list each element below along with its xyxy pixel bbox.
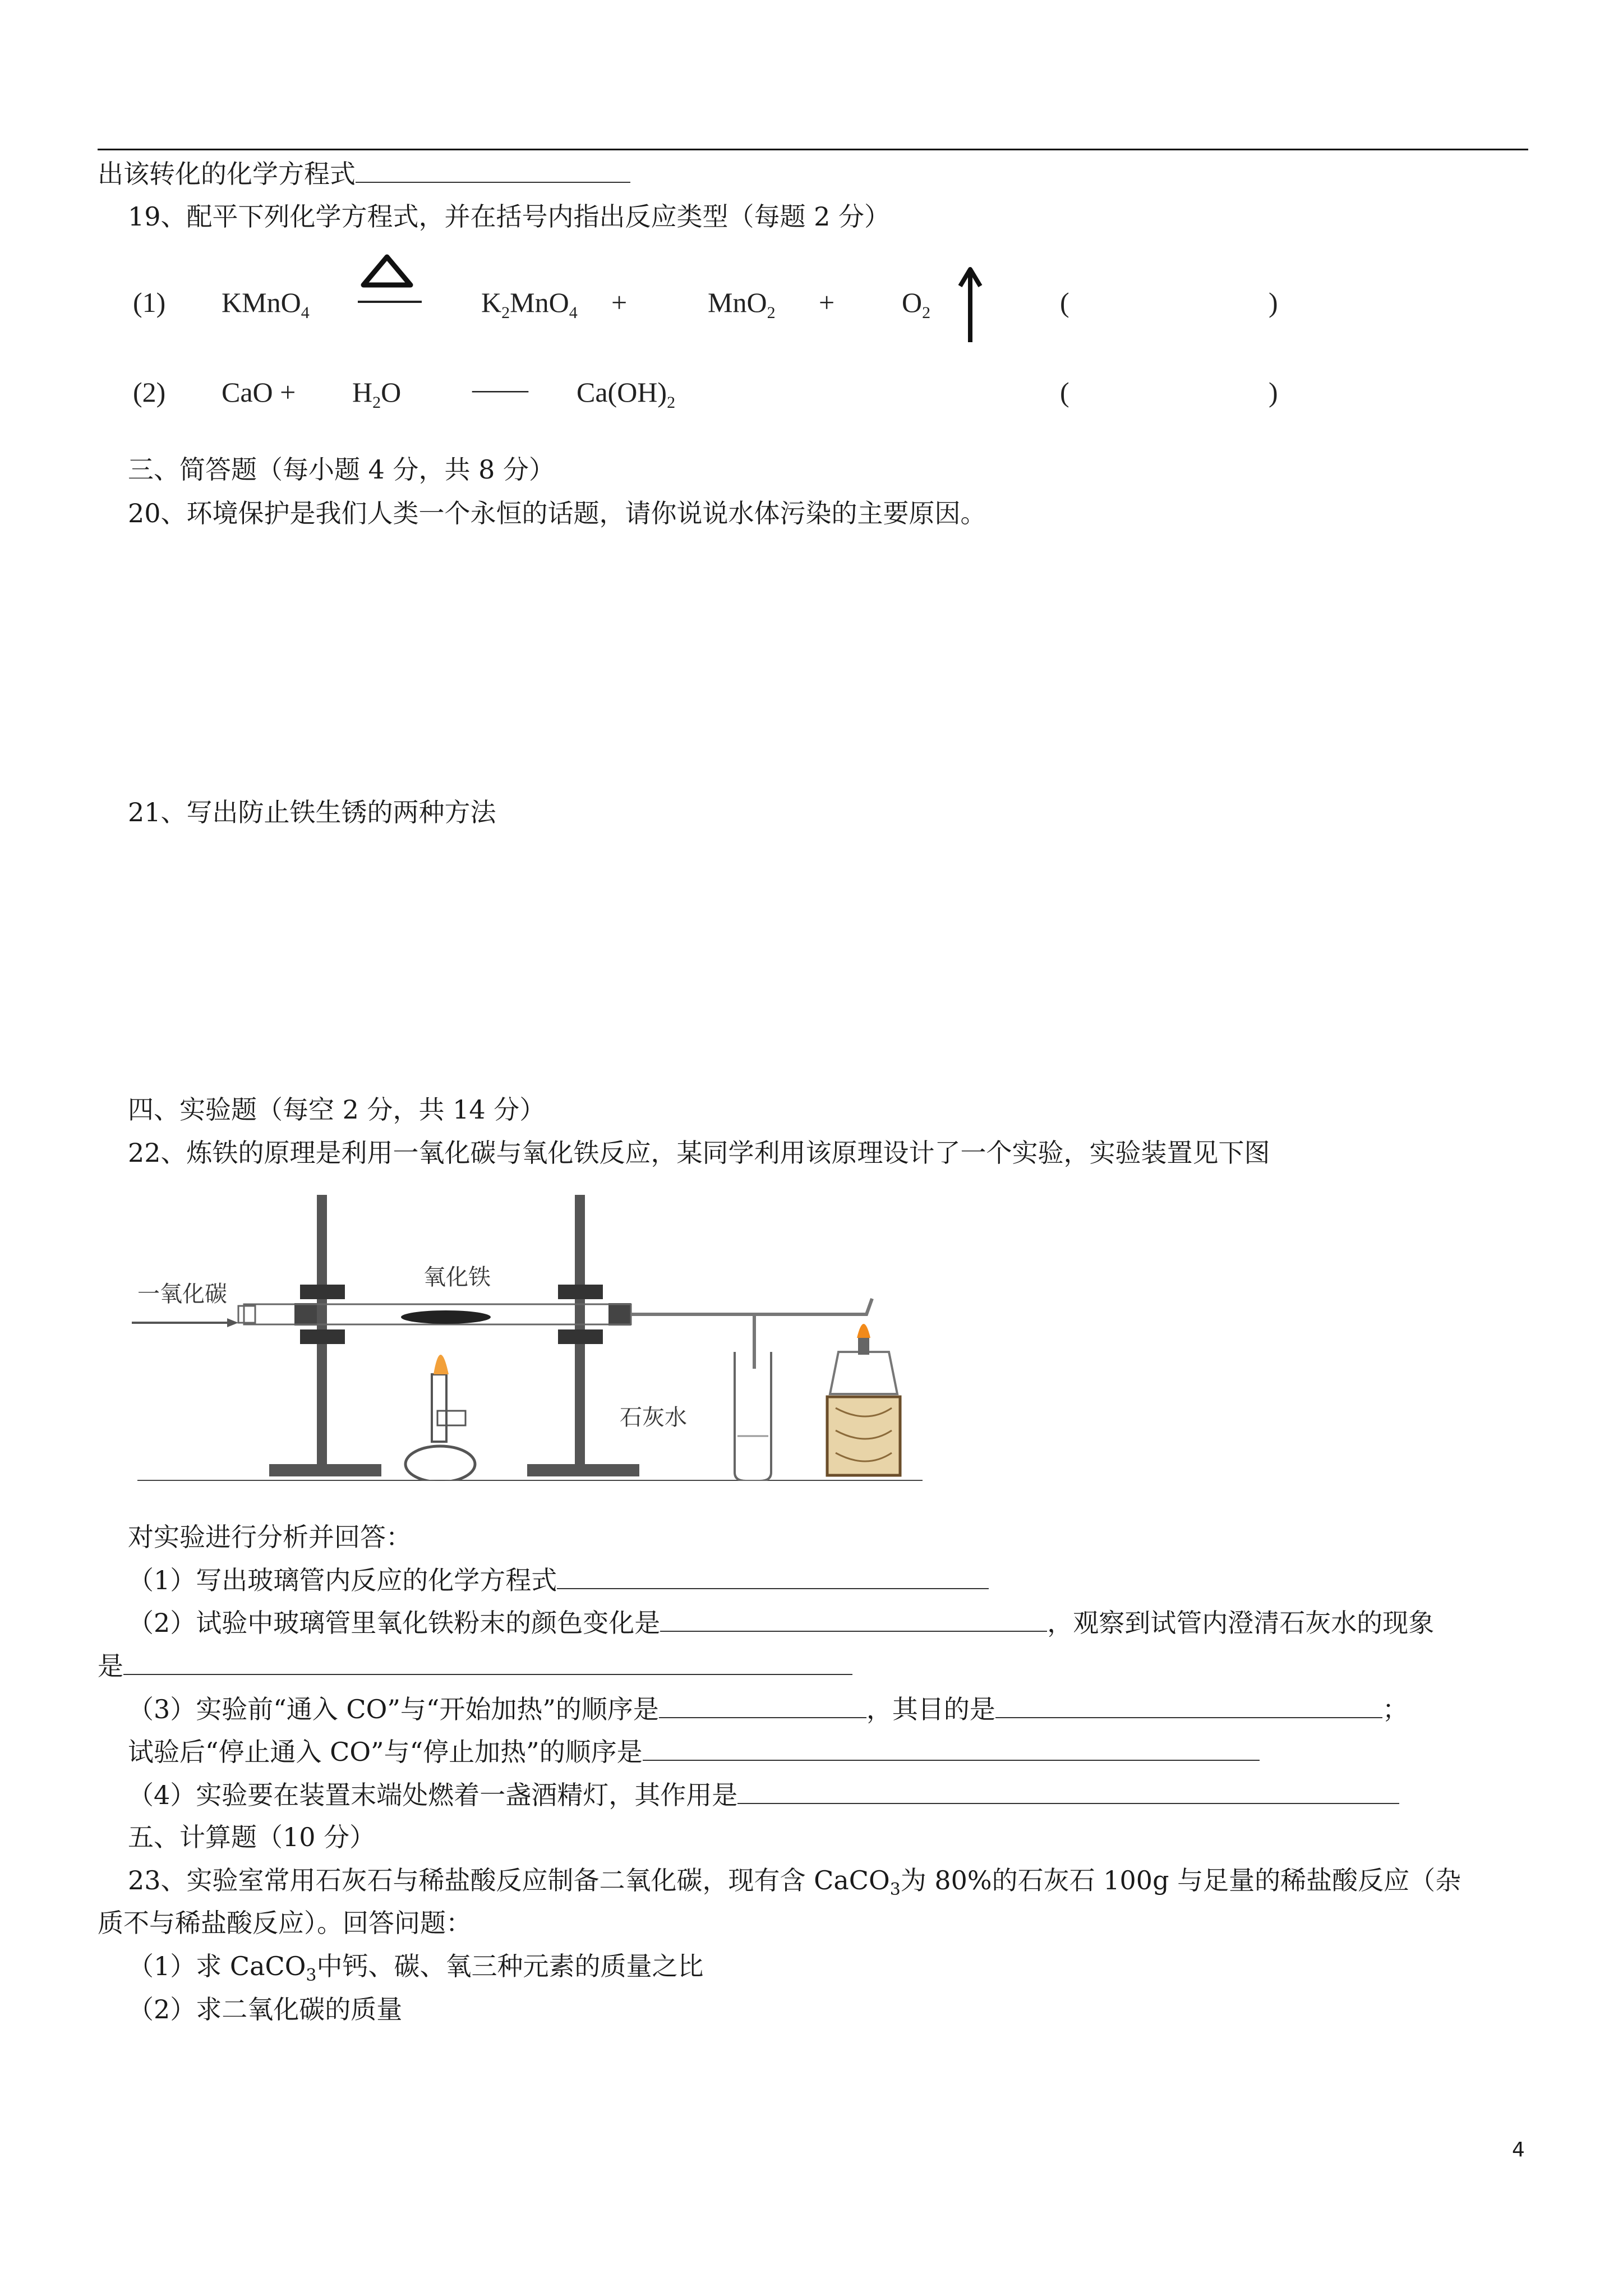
eq2-reactant1: CaO + bbox=[222, 376, 296, 408]
page-number: 4 bbox=[1512, 2138, 1525, 2161]
q22-part1-blank[interactable] bbox=[557, 1563, 989, 1589]
eq1-close-paren: ) bbox=[1269, 287, 1278, 318]
right-stand bbox=[527, 1195, 639, 1476]
q22-part2-cont: 是 bbox=[98, 1649, 852, 1683]
eq1-reactant: KMnO$_4$ bbox=[222, 287, 310, 322]
iron-oxide-powder bbox=[401, 1310, 491, 1324]
q18-tail-line bbox=[98, 157, 630, 191]
q22-part3-purpose-blank[interactable] bbox=[995, 1692, 1382, 1718]
lamp-flame bbox=[857, 1324, 870, 1338]
q22-part4: （4）实验要在装置末端处燃着一盏酒精灯，其作用是 bbox=[128, 1778, 1399, 1812]
bunsen-burner bbox=[405, 1355, 475, 1481]
q22-part3-order-blank[interactable] bbox=[659, 1692, 866, 1718]
limewater-label: 石灰水 bbox=[620, 1405, 687, 1430]
q22-part1: （1）写出玻璃管内反应的化学方程式 bbox=[128, 1563, 989, 1597]
eq2-reactant2: $H_2O$ bbox=[352, 376, 402, 412]
q19-title: 19、配平下列化学方程式，并在括号内指出反应类型（每题 2 分） bbox=[128, 201, 891, 232]
eq1-product2: MnO$_2$ bbox=[708, 287, 776, 322]
q23-line2: 质不与稀盐酸反应）。回答问题： bbox=[98, 1908, 472, 1938]
q18-answer-blank[interactable] bbox=[356, 157, 630, 183]
eq1-plus1: + bbox=[611, 287, 628, 318]
header-rule bbox=[98, 149, 1528, 150]
exhaust-tube bbox=[754, 1299, 872, 1314]
test-tube bbox=[735, 1352, 771, 1481]
heat-triangle-icon bbox=[348, 252, 426, 309]
eq1-plus2: + bbox=[819, 287, 835, 318]
fe2o3-label: 氧化铁 bbox=[423, 1264, 491, 1290]
q22-text: 22、炼铁的原理是利用一氧化碳与氧化铁反应，某同学利用该原理设计了一个实验，实验装置见下图 bbox=[128, 1138, 1270, 1168]
section5-title: 五、计算题（10 分） bbox=[128, 1822, 376, 1852]
eq2-close-paren: ) bbox=[1269, 376, 1278, 408]
q23-part2: （2）求二氧化碳的质量 bbox=[128, 1994, 403, 2024]
eq1-product3: $O_2$ bbox=[902, 287, 931, 322]
section3-title: 三、简答题（每小题 4 分，共 8 分） bbox=[128, 454, 555, 485]
q21-text: 21、写出防止铁生锈的两种方法 bbox=[128, 797, 496, 827]
eq2-number: (2) bbox=[133, 376, 166, 408]
section4-title: 四、实验题（每空 2 分，共 14 分） bbox=[128, 1094, 546, 1125]
q22-part3: （3）实验前“通入 CO”与“开始加热”的顺序是 ，其目的是 ； bbox=[128, 1692, 1408, 1726]
eq2-arrow: —— bbox=[472, 373, 528, 404]
q18-tail-text: 出该转化的化学方程式 bbox=[98, 159, 356, 189]
q22-part4-blank[interactable] bbox=[737, 1778, 1399, 1804]
q22-part3-after-blank[interactable] bbox=[643, 1735, 1260, 1761]
q22-part3-cont: 试验后“停止通入 CO”与“停止加热”的顺序是 bbox=[128, 1735, 1260, 1769]
q22-part2: （2）试验中玻璃管里氧化铁粉末的颜色变化是 ，观察到试管内澄清石灰水的现象 bbox=[128, 1606, 1434, 1640]
eq2-product: $Ca(OH)_2$ bbox=[577, 376, 676, 412]
co-arrow-head bbox=[227, 1318, 238, 1327]
burner-flame bbox=[434, 1355, 449, 1374]
eq1-product1: $K_2MnO_4$ bbox=[481, 287, 578, 322]
q20-text: 20、环境保护是我们人类一个永恒的话题，请你说说水体污染的主要原因。 bbox=[128, 498, 986, 528]
analysis-intro: 对实验进行分析并回答： bbox=[128, 1522, 412, 1552]
eq2-open-paren: ( bbox=[1060, 376, 1069, 408]
q23-part1: （1）求 CaCO$_3$中钙、碳、氧三种元素的质量之比 bbox=[128, 1951, 704, 1986]
lamp-body bbox=[830, 1352, 897, 1394]
alcohol-lamp bbox=[827, 1324, 900, 1475]
co-label: 一氧化碳 bbox=[137, 1281, 227, 1307]
inlet-stopper bbox=[238, 1306, 255, 1323]
apparatus-figure bbox=[126, 1189, 923, 1481]
q22-part2-limewater-blank[interactable] bbox=[123, 1649, 852, 1675]
gas-arrow-icon bbox=[953, 264, 987, 348]
eq1-open-paren: ( bbox=[1060, 287, 1069, 318]
eq1-number: (1) bbox=[133, 287, 166, 318]
q23-line1: 23、实验室常用石灰石与稀盐酸反应制备二氧化碳，现有含 CaCO$_3$为 80%的石灰石 100g 与足量的稀盐酸反应（杂 bbox=[128, 1865, 1461, 1900]
left-stand bbox=[269, 1195, 381, 1476]
q22-part2-color-blank[interactable] bbox=[660, 1606, 1047, 1632]
